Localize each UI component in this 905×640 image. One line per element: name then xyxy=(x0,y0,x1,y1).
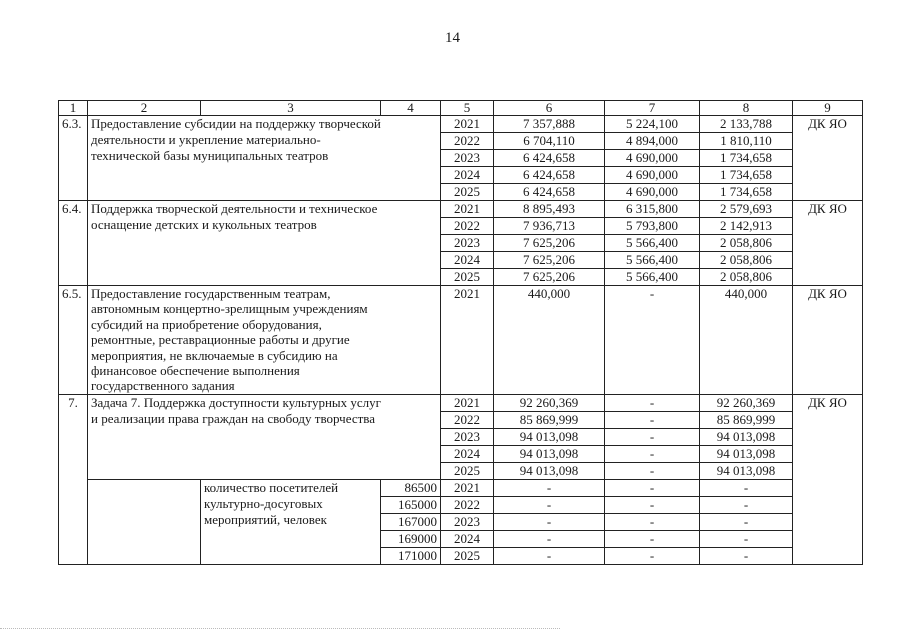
year-cell: 2023 xyxy=(441,235,494,252)
col7-cell: 4 690,000 xyxy=(605,167,700,184)
col8-cell: 440,000 xyxy=(700,286,793,395)
col8-cell: 94 013,098 xyxy=(700,462,793,479)
col7-cell: 4 894,000 xyxy=(605,133,700,150)
program-table xyxy=(58,100,863,565)
target-cell: 167000 xyxy=(381,513,441,530)
indicator-line: количество посетителей xyxy=(204,479,339,495)
col7-cell: - xyxy=(605,428,700,445)
year-cell: 2025 xyxy=(441,547,494,564)
total-cell: - xyxy=(494,479,605,496)
total-cell: 6 424,658 xyxy=(494,167,605,184)
header-cell-8: 8 xyxy=(700,101,793,116)
total-cell: 92 260,369 xyxy=(494,394,605,411)
total-cell: 8 895,493 xyxy=(494,201,605,218)
col7-cell: 6 315,800 xyxy=(605,201,700,218)
total-cell: 7 357,888 xyxy=(494,116,605,133)
total-cell: 7 625,206 xyxy=(494,235,605,252)
year-cell: 2022 xyxy=(441,133,494,150)
scan-artifact-divider xyxy=(0,628,560,629)
col7-cell: - xyxy=(605,530,700,547)
description-line: и реализации права граждан на свободу творчества xyxy=(91,410,376,426)
description-line: технической базы муниципальных театров xyxy=(91,148,329,163)
item-description xyxy=(88,116,441,201)
description-line: субсидий на приобретение оборудования, xyxy=(91,316,322,332)
col7-cell: 5 566,400 xyxy=(605,269,700,286)
col8-cell: 92 260,369 xyxy=(700,394,793,411)
col8-cell: 2 579,693 xyxy=(700,201,793,218)
col7-cell: 5 566,400 xyxy=(605,252,700,269)
year-cell: 2023 xyxy=(441,513,494,530)
year-cell: 2021 xyxy=(441,201,494,218)
total-cell: - xyxy=(494,530,605,547)
col8-cell: 2 058,806 xyxy=(700,235,793,252)
total-cell: 6 424,658 xyxy=(494,184,605,201)
item-description xyxy=(88,201,441,286)
year-cell: 2023 xyxy=(441,150,494,167)
description-line: Поддержка творческой деятельности и техническое xyxy=(91,201,378,216)
page-number: 14 xyxy=(445,30,460,46)
item-description xyxy=(88,394,441,479)
header-cell-9: 9 xyxy=(793,101,863,116)
executor-cell: ДК ЯО xyxy=(793,286,863,395)
col8-cell: 1 810,110 xyxy=(700,133,793,150)
description-line: мероприятия, не включаемые в субсидию на xyxy=(91,347,338,363)
col7-cell: 5 793,800 xyxy=(605,218,700,235)
year-cell: 2024 xyxy=(441,530,494,547)
header-cell-5: 5 xyxy=(441,101,494,116)
header-cell-6: 6 xyxy=(494,101,605,116)
col7-cell: 5 566,400 xyxy=(605,235,700,252)
target-cell: 165000 xyxy=(381,496,441,513)
year-cell: 2025 xyxy=(441,462,494,479)
header-cell-4: 4 xyxy=(381,101,441,116)
col7-cell: 4 690,000 xyxy=(605,150,700,167)
header-row xyxy=(59,101,863,116)
description-line: Предоставление государственным театрам, xyxy=(91,286,331,301)
year-cell: 2025 xyxy=(441,269,494,286)
item-number: 6.5. xyxy=(59,286,88,395)
header-cell-2: 2 xyxy=(88,101,201,116)
col7-cell: - xyxy=(605,394,700,411)
total-cell: 94 013,098 xyxy=(494,428,605,445)
target-cell: 171000 xyxy=(381,547,441,564)
year-cell: 2022 xyxy=(441,411,494,428)
description-line: ремонтные, реставрационные работы и другие xyxy=(91,332,350,348)
col8-cell: 1 734,658 xyxy=(700,184,793,201)
year-cell: 2021 xyxy=(441,479,494,496)
col8-cell: 2 133,788 xyxy=(700,116,793,133)
col8-cell: 85 869,999 xyxy=(700,411,793,428)
description-line: финансовое обеспечение выполнения xyxy=(91,363,300,379)
col8-cell: - xyxy=(700,496,793,513)
year-cell: 2022 xyxy=(441,496,494,513)
section-row xyxy=(59,116,863,133)
item-description xyxy=(88,286,441,395)
description-line: Предоставление субсидии на поддержку творческой xyxy=(91,116,381,131)
year-cell: 2021 xyxy=(441,286,494,395)
col8-cell: 94 013,098 xyxy=(700,445,793,462)
executor-cell: ДК ЯО xyxy=(793,116,863,201)
col7-cell: - xyxy=(605,286,700,395)
total-cell: 94 013,098 xyxy=(494,445,605,462)
year-cell: 2021 xyxy=(441,394,494,411)
executor-cell: ДК ЯО xyxy=(793,394,863,564)
year-cell: 2024 xyxy=(441,445,494,462)
year-cell: 2023 xyxy=(441,428,494,445)
indicator-description xyxy=(201,479,381,564)
description-line: Задача 7. Поддержка доступности культурных услуг xyxy=(91,394,381,410)
col8-cell: 2 058,806 xyxy=(700,269,793,286)
col8-cell: 2 058,806 xyxy=(700,252,793,269)
total-cell: 7 625,206 xyxy=(494,269,605,286)
header-cell-1: 1 xyxy=(59,101,88,116)
header-cell-7: 7 xyxy=(605,101,700,116)
col8-cell: 94 013,098 xyxy=(700,428,793,445)
col7-cell: - xyxy=(605,479,700,496)
year-cell: 2025 xyxy=(441,184,494,201)
col8-cell: - xyxy=(700,479,793,496)
col7-cell: - xyxy=(605,547,700,564)
indicator-blank-cell xyxy=(88,479,201,564)
total-cell: 6 424,658 xyxy=(494,150,605,167)
total-cell: 7 625,206 xyxy=(494,252,605,269)
executor-cell: ДК ЯО xyxy=(793,201,863,286)
col8-cell: - xyxy=(700,530,793,547)
total-cell: 94 013,098 xyxy=(494,462,605,479)
col8-cell: - xyxy=(700,547,793,564)
col8-cell: 1 734,658 xyxy=(700,167,793,184)
item-number: 6.3. xyxy=(59,116,88,201)
col7-cell: - xyxy=(605,462,700,479)
description-line: государственного задания xyxy=(91,378,235,394)
col8-cell: 1 734,658 xyxy=(700,150,793,167)
total-cell: - xyxy=(494,496,605,513)
item-number: 7. xyxy=(59,394,88,564)
target-cell: 169000 xyxy=(381,530,441,547)
indicator-line: культурно-досуговых xyxy=(204,495,323,511)
total-cell: - xyxy=(494,513,605,530)
col7-cell: - xyxy=(605,411,700,428)
year-cell: 2024 xyxy=(441,252,494,269)
col7-cell: 4 690,000 xyxy=(605,184,700,201)
col7-cell: - xyxy=(605,513,700,530)
section-row xyxy=(59,394,863,411)
section-row xyxy=(59,201,863,218)
description-line: автономным концертно-зрелищным учреждениям xyxy=(91,301,368,317)
total-cell: 440,000 xyxy=(494,286,605,395)
total-cell: 6 704,110 xyxy=(494,133,605,150)
total-cell: - xyxy=(494,547,605,564)
col7-cell: - xyxy=(605,445,700,462)
col7-cell: - xyxy=(605,496,700,513)
header-cell-3: 3 xyxy=(201,101,381,116)
indicator-row xyxy=(59,479,863,496)
year-cell: 2021 xyxy=(441,116,494,133)
item-number: 6.4. xyxy=(59,201,88,286)
total-cell: 7 936,713 xyxy=(494,218,605,235)
year-cell: 2022 xyxy=(441,218,494,235)
indicator-line: мероприятий, человек xyxy=(204,511,327,527)
description-line: оснащение детских и кукольных театров xyxy=(91,217,317,232)
section-row xyxy=(59,286,863,395)
col8-cell: - xyxy=(700,513,793,530)
total-cell: 85 869,999 xyxy=(494,411,605,428)
year-cell: 2024 xyxy=(441,167,494,184)
col7-cell: 5 224,100 xyxy=(605,116,700,133)
description-line: деятельности и укрепление материально- xyxy=(91,132,321,147)
target-cell: 86500 xyxy=(381,479,441,496)
col8-cell: 2 142,913 xyxy=(700,218,793,235)
